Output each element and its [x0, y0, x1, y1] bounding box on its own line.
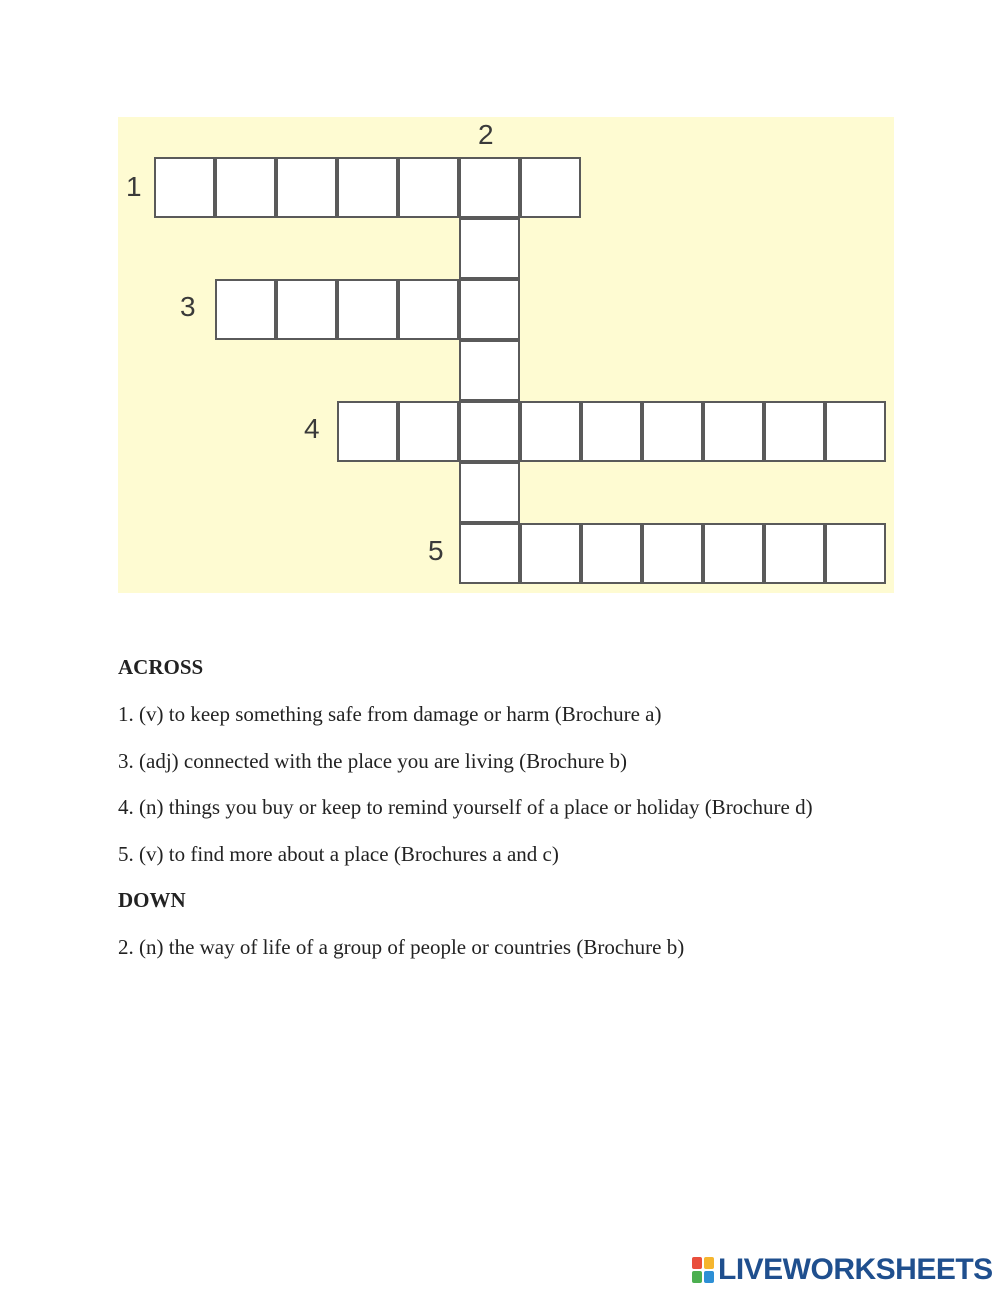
crossword-cell-across-4[interactable]	[337, 401, 398, 462]
crossword-cell-across-1[interactable]	[398, 157, 459, 218]
crossword-cell-across-4[interactable]	[642, 401, 703, 462]
across-clue-5: 5. (v) to find more about a place (Brochures a and c)	[118, 842, 559, 866]
crossword-cell-across-3[interactable]	[398, 279, 459, 340]
crossword-cell-across-3[interactable]	[459, 279, 520, 340]
crossword-cell-across-3[interactable]	[215, 279, 276, 340]
crossword-cell-across-4[interactable]	[459, 401, 520, 462]
across-clue-3: 3. (adj) connected with the place you are living (Brochure b)	[118, 749, 628, 773]
clue-number-3: 3	[180, 291, 196, 322]
crossword-cell-across-4[interactable]	[581, 401, 642, 462]
across-clue-4: 4. (n) things you buy or keep to remind yourself of a place or holiday (Brochure d)	[118, 795, 813, 819]
crossword-cell-across-3[interactable]	[337, 279, 398, 340]
crossword-cell-across-5[interactable]	[642, 523, 703, 584]
crossword-cell-across-1[interactable]	[276, 157, 337, 218]
clue-number-5: 5	[428, 535, 444, 566]
crossword-cell-across-5[interactable]	[581, 523, 642, 584]
crossword-cell-across-1[interactable]	[154, 157, 215, 218]
crossword-cell-across-4[interactable]	[398, 401, 459, 462]
liveworksheets-logo	[692, 1254, 993, 1286]
crossword-cell-across-5[interactable]	[459, 523, 520, 584]
across-clue-1: 1. (v) to keep something safe from damage or harm (Brochure a)	[118, 702, 662, 726]
crossword-cell-across-4[interactable]	[764, 401, 825, 462]
crossword-cell-across-1[interactable]	[459, 157, 520, 218]
crossword-cell-across-1[interactable]	[215, 157, 276, 218]
clue-number-2: 2	[478, 119, 494, 150]
across-heading: ACROSS	[118, 655, 204, 679]
clue-number-1: 1	[126, 171, 142, 202]
crossword-grid	[118, 117, 894, 593]
crossword-cell-across-1[interactable]	[520, 157, 581, 218]
crossword-cell-across-1[interactable]	[337, 157, 398, 218]
crossword-cell-down-2[interactable]	[459, 340, 520, 401]
down-clue-2: 2. (n) the way of life of a group of people or countries (Brochure b)	[118, 935, 685, 959]
crossword-cell-down-2[interactable]	[459, 462, 520, 523]
clue-number-4: 4	[304, 413, 320, 444]
crossword-cell-across-4[interactable]	[825, 401, 886, 462]
crossword-cell-across-5[interactable]	[825, 523, 886, 584]
crossword-cell-across-4[interactable]	[520, 401, 581, 462]
down-heading: DOWN	[118, 888, 186, 912]
crossword-cell-across-5[interactable]	[520, 523, 581, 584]
crossword-cell-across-5[interactable]	[764, 523, 825, 584]
crossword-cell-across-5[interactable]	[703, 523, 764, 584]
crossword-cell-across-3[interactable]	[276, 279, 337, 340]
crossword-cell-down-2[interactable]	[459, 218, 520, 279]
logo-text: LIVEWORKSHEETS	[718, 1253, 993, 1286]
crossword-cell-across-4[interactable]	[703, 401, 764, 462]
logo-icon	[692, 1257, 714, 1283]
